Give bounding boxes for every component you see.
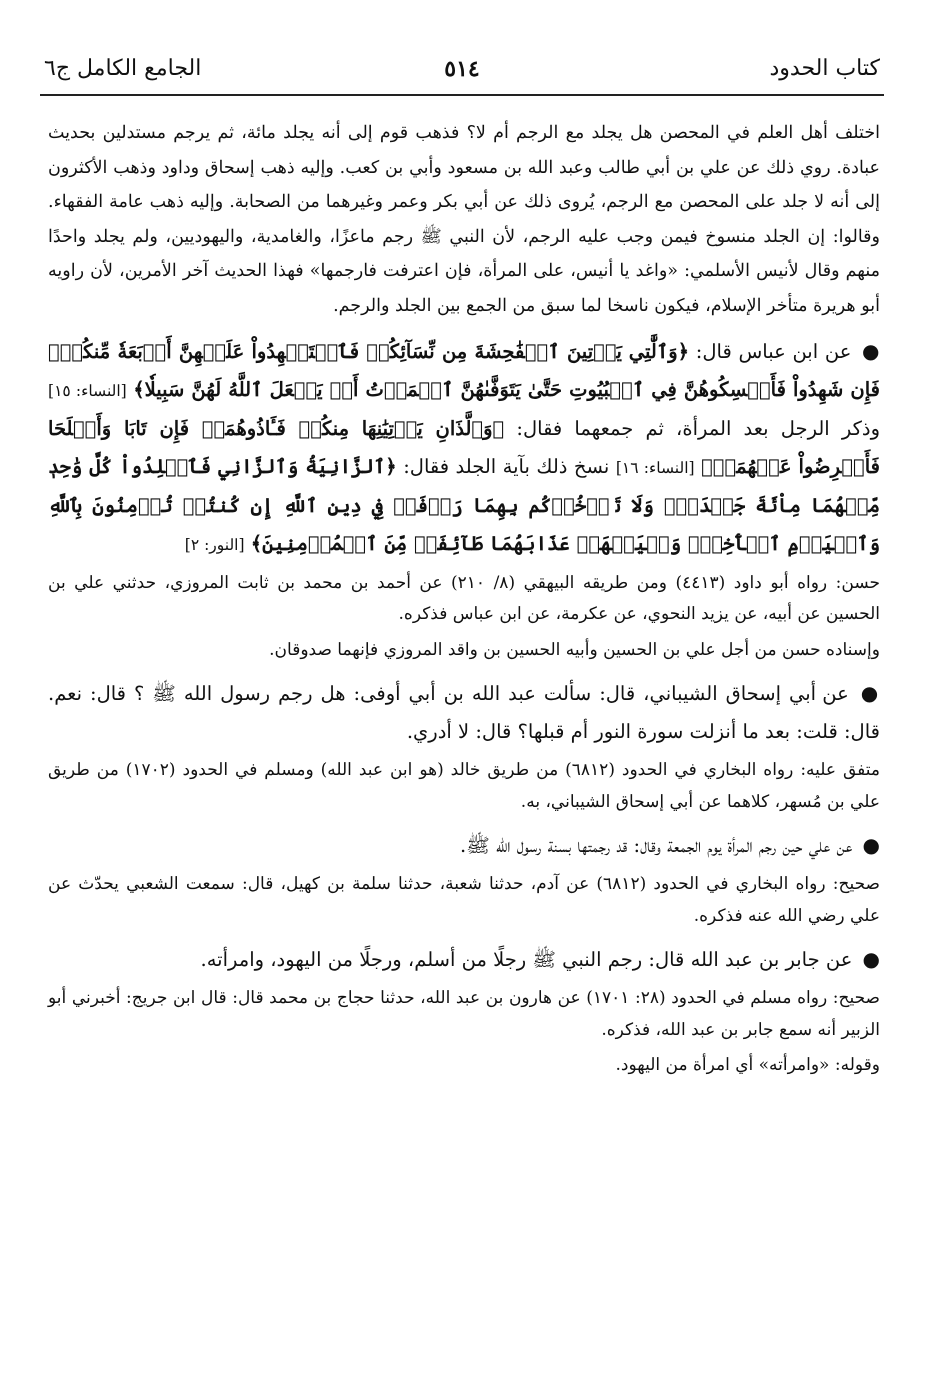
- intro-paragraph: اختلف أهل العلم في المحصن هل يجلد مع الرجم أم لا؟ فذهب قوم إلى أنه يجلد مائة، ثم يرجم مستدلين بحديث عبادة. روي ذلك عن علي بن أبي طالب وعبد الله بن مسعود وأبي بن كعب. وإليه ذهب إسحاق وداود وذهب الأكثرون إلى أنه لا جلد على المحصن مع الرجم، يُروى ذلك عن أبي بكر وعمر وغيرهما من الصحابة. وإليه ذهب عامة الفقهاء. وقالوا: إن الجلد منسوخ فيمن وجب عليه الرجم، لأن النبي ﷺ رجم ماعزًا، والغامدية، واليهوديين، ولم يجلد واحدًا منهم وقال لأنيس الأسلمي: «واغد يا أنيس، على المرأة، فإن اعترفت فارجمها» فهذا الحديث آخر الأمرين، لأن راويه أبو هريرة متأخر الإسلام، فيكون ناسخا لما سبق من الجمع بين الجلد والرجم.: [48, 123, 880, 316]
- grade-label: صحيح:: [832, 874, 880, 895]
- grade-label: متفق عليه:: [800, 760, 881, 781]
- hadith-text: عن جابر بن عبد الله قال: رجم النبي ﷺ رجلًا من أسلم، ورجلًا من اليهود، وامرأته.: [200, 948, 853, 972]
- bullet-icon: ●: [860, 681, 881, 706]
- book-title: الجامع الكامل ج٦: [44, 56, 202, 81]
- verse-reference: [النور: ٢]: [184, 535, 245, 554]
- hadith-abi-ishaq: [48, 674, 880, 751]
- takhrij-3: [48, 869, 880, 932]
- takhrij-2: [48, 755, 880, 818]
- bullet-icon: ●: [862, 338, 881, 363]
- quran-verse-nisa-16: ﴿وَٱلَّذَانِ يَأۡتِيَٰنِهَا مِنكُمۡ فَـَٔاذُوهُمَاۖ فَإِن تَابَا وَأَصۡلَحَا فَأَعۡرِضُواْ عَنۡهُمَآۗ﴾: [48, 416, 881, 478]
- hadith-text: عن أبي إسحاق الشيباني، قال: سألت عبد الله بن أبي أوفى: هل رجم رسول الله ﷺ ؟ قال: نعم. قال: قلت: بعد ما أنزلت سورة النور أم قبلها؟ قال: لا أدري.: [48, 682, 880, 744]
- hadith-ibn-abbas: [48, 332, 880, 564]
- hadith-text: نسخ ذلك بآية الجلد فقال:: [403, 454, 610, 478]
- takhrij-note: وقوله: «وامرأته» أي امرأة من اليهود.: [615, 1055, 880, 1076]
- bullet-icon: ●: [862, 947, 880, 972]
- quran-verse-nur-2: ﴿ٱلزَّانِيَةُ وَٱلزَّانِي فَٱجۡلِدُواْ كُلَّ وَٰحِدٖ مِّنۡهُمَا مِاْئَةَ جَلۡدَةٖۖ وَلَا تَأۡخُذۡكُم بِهِمَا رَأۡفَةٞ فِي دِينِ ٱللَّهِ إِن كُنتُمۡ تُؤۡمِنُونَ بِٱللَّهِ وَٱلۡيَوۡمِ ٱلۡأٓخِرِۖ وَلۡيَشۡهَدۡ عَذَابَهُمَا طَآئِفَةٞ مِّنَ ٱلۡمُؤۡمِنِينَ﴾: [48, 454, 880, 555]
- takhrij-note: وإسناده حسن من أجل علي بن الحسين وأبيه الحسين بن واقد المروزي فإنهما صدوقان.: [269, 639, 880, 660]
- quran-verse-nisa-15: ﴿وَٱلَّٰتِي يَأۡتِينَ ٱلۡفَٰحِشَةَ مِن نِّسَآئِكُمۡ فَٱسۡتَشۡهِدُواْ عَلَيۡهِنَّ أَرۡبَعَةٗ مِّنكُمۡۖ فَإِن شَهِدُواْ فَأَمۡسِكُوهُنَّ فِي ٱلۡبُيُوتِ حَتَّىٰ يَتَوَفَّىٰهُنَّ ٱلۡمَوۡتُ أَوۡ يَجۡعَلَ ٱللَّهُ لَهُنَّ سَبِيلٗا﴾: [48, 339, 880, 401]
- page-body: [48, 116, 880, 1090]
- page-number: ٥١٤: [444, 56, 480, 82]
- grade-label: حسن:: [835, 572, 881, 593]
- bullet-icon: ●: [862, 833, 880, 858]
- verse-reference: [النساء: ١٥]: [48, 381, 127, 400]
- grade-label: صحيح:: [832, 988, 880, 1009]
- chapter-title: كتاب الحدود: [769, 56, 880, 81]
- takhrij-text: رواه مسلم في الحدود (٢٨: ١٧٠١) عن هارون بن عبد الله، حدثنا حجاج بن محمد قال: قال ابن جريج: أخبرني أبو الزبير أنه سمع جابر بن عبد الله، فذكره.: [48, 988, 880, 1040]
- takhrij-text: رواه البخاري في الحدود (٦٨١٢) من طريق خالد (هو ابن عبد الله) ومسلم في الحدود (١٧٠٢) من طريق علي بن مُسهر، كلاهما عن أبي إسحاق الشيباني، به.: [48, 760, 880, 812]
- page-header: [40, 50, 884, 96]
- hadith-text: عن علي حين رجم المرأة يوم الجمعة وقال: قد رجمتها بسنة رسول الله ﷺ.: [460, 834, 853, 858]
- takhrij-text: رواه البخاري في الحدود (٦٨١٢) عن آدم، حدثنا شعبة، حدثنا سلمة بن كهيل، قال: سمعت الشعبي يحدّث عن علي رضي الله عنه فذكره.: [48, 874, 880, 926]
- takhrij-text: رواه أبو داود (٤٤١٣) ومن طريقه البيهقي (٨/ ٢١٠) عن أحمد بن محمد بن ثابت المروزي، حدثني علي بن الحسين عن أبيه، عن يزيد النحوي، عن عكرمة، عن ابن عباس فذكره.: [48, 572, 880, 625]
- takhrij-1: [48, 568, 880, 667]
- takhrij-4: [48, 983, 880, 1082]
- hadith-jabir: [48, 940, 880, 979]
- hadith-text: وذكر الرجل بعد المرأة، ثم جمعهما فقال:: [516, 416, 880, 440]
- verse-reference: [النساء: ١٦]: [615, 458, 695, 477]
- hadith-lead: عن ابن عباس قال:: [695, 339, 852, 363]
- hadith-ali: [48, 826, 880, 865]
